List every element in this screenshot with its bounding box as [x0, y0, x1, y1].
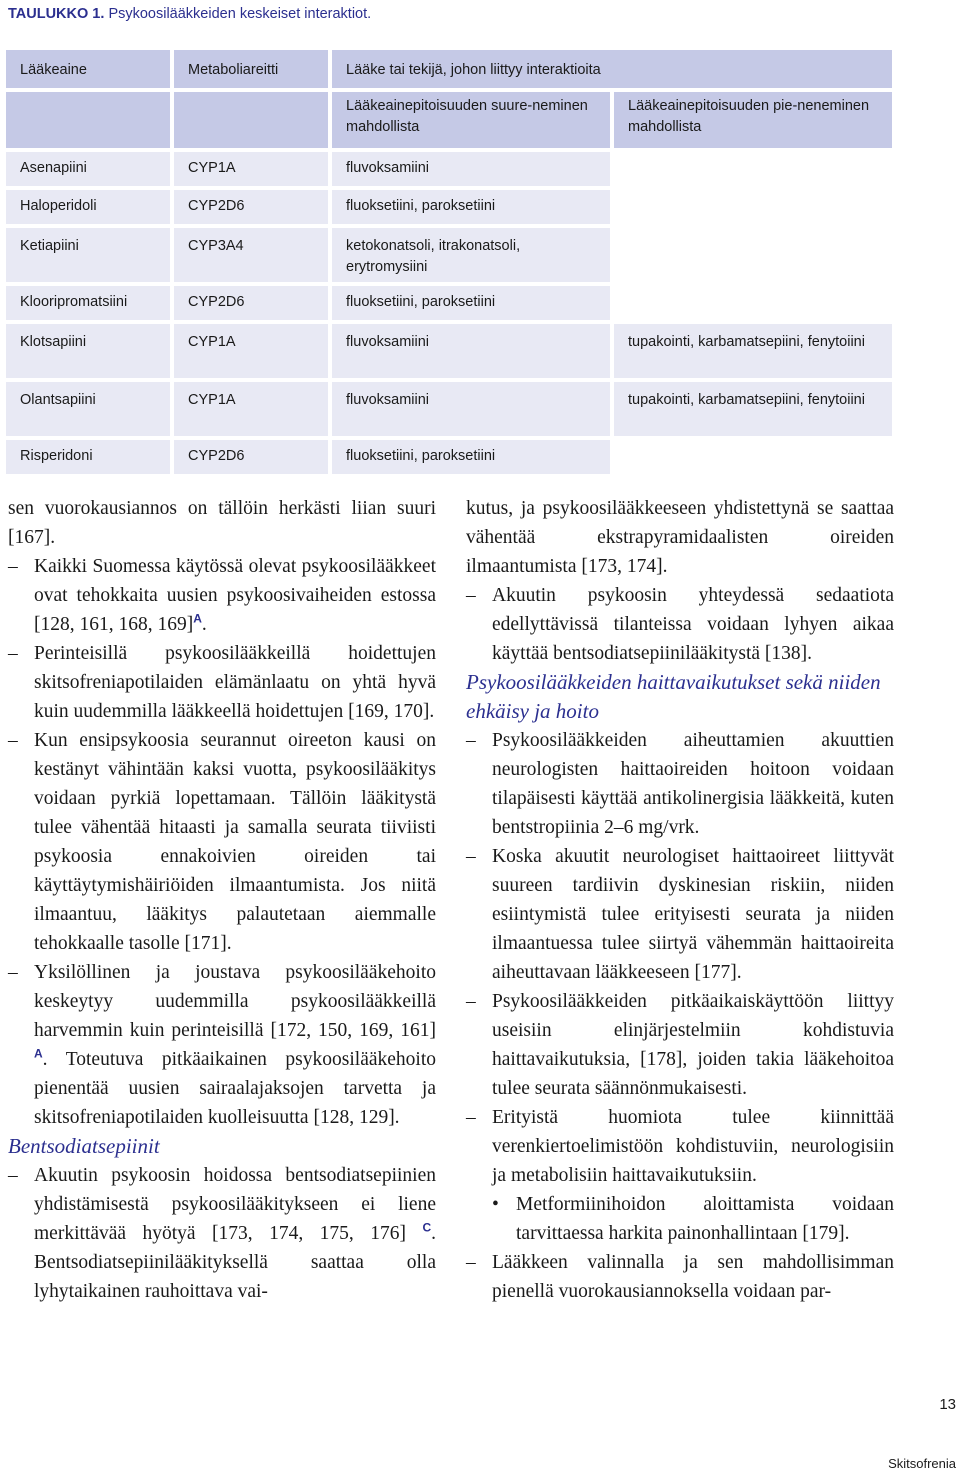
header-factor: Lääke tai tekijä, johon liittyy interaktioita	[328, 50, 892, 88]
list-item	[8, 958, 436, 1132]
list-item	[8, 639, 436, 726]
evidence-grade-badge: C	[422, 1220, 432, 1235]
header-increase: Lääkeainepitoisuuden suure-neminen mahdollista	[328, 92, 610, 148]
list-item	[8, 1161, 436, 1306]
list-item-text: Koska akuutit neurologiset haittaoireet liittyvät suureen tardiivin dyskinesian riskiin, niiden esiintymistä tulee erityisesti seurata ja niiden ilmaantuessa tulee siirtyä vähemmän haittaoireita aiheuttavaan lääkkeeseen [177].	[492, 846, 894, 983]
cell-decrease	[610, 228, 892, 282]
list-item	[8, 726, 436, 958]
section-heading: Bentsodiatsepiinit	[8, 1134, 160, 1158]
cell-drug: Asenapiini	[6, 152, 170, 186]
dash-marker: –	[466, 1107, 476, 1128]
cell-pathway: CYP3A4	[170, 228, 328, 282]
table-row	[6, 382, 892, 436]
list-item-text: Psykoosilääkkeiden pitkäaikaiskäyttöön liittyy useisiin elinjärjestelmiin kohdistuvia haittavaikutuksia, [178], joiden takia lääkehoitoa tulee seurata säännönmukaisesti.	[492, 991, 894, 1099]
cell-pathway: CYP1A	[170, 324, 328, 378]
cell-increase: fluvoksamiini	[328, 324, 610, 378]
cell-drug: Haloperidoli	[6, 190, 170, 224]
list-item	[466, 581, 894, 668]
bullet-item-text: Metformiinihoidon aloittamista voidaan tarvittaessa harkita painonhallintaan [179].	[516, 1194, 894, 1244]
footer-title: Skitsofrenia	[888, 1456, 956, 1471]
header-empty-2	[170, 92, 328, 148]
list-item-text: . Toteutuva pitkäaikainen psykoosilääkehoito pienentää uusien sairaalajaksojen tarvetta ja skitsofreniapotilaiden kuolleisuutta [128, 129].	[34, 1049, 436, 1128]
header-decrease: Lääkeainepitoisuuden pie-neneminen mahdollista	[610, 92, 892, 148]
table-row	[6, 228, 892, 282]
cell-decrease: tupakointi, karbamatsepiini, fenytoiini	[610, 382, 892, 436]
dash-marker: –	[8, 962, 18, 983]
dash-marker: –	[8, 730, 18, 751]
cell-pathway: CYP1A	[170, 152, 328, 186]
bullet-item	[466, 1190, 894, 1248]
cell-pathway: CYP1A	[170, 382, 328, 436]
cell-increase: fluoksetiini, paroksetiini	[328, 440, 610, 474]
list-item-text: Kun ensipsykoosia seurannut oireeton kausi on kestänyt vähintään kaksi vuotta, psykoosilääkitys voidaan pyrkiä lopettamaan. Tällöin lääkitystä tulee vähentää hitaasti ja samalla seurata tiiviisti psykoosia ennakoivien oireiden tai käyttäytymishäiriöiden ilmaantumista. Jos niitä ilmaantuu, lääkitys palautetaan aiemmalle tehokkaalle tasolle [171].	[34, 730, 436, 954]
list-item-text: Psykoosilääkkeiden aiheuttamien akuuttien neurologisten haittaoireiden hoitoon voidaan tilapäisesti käyttää antikolinergisia lääkkeitä, kuten bentstropiinia 2–6 mg/vrk.	[492, 730, 894, 838]
list-item-text: . Bentsodiatsepiinilääkityksellä saattaa olla lyhytaikainen rauhoittava vai-	[34, 1223, 436, 1302]
list-item-text: Lääkkeen valinnalla ja sen mahdollisimman pienellä vuorokausiannoksella voidaan par-	[492, 1252, 894, 1302]
bullet-marker: •	[492, 1194, 499, 1215]
cell-drug: Klotsapiini	[6, 324, 170, 378]
table-row	[6, 190, 892, 224]
dash-marker: –	[466, 585, 476, 606]
cell-decrease	[610, 152, 892, 186]
table-caption	[8, 6, 371, 22]
dash-marker: –	[8, 556, 18, 577]
list-item	[466, 1103, 894, 1190]
cell-pathway: CYP2D6	[170, 440, 328, 474]
table-row	[6, 286, 892, 320]
list-item-text: Yksilöllinen ja joustava psykoosilääkehoito keskeytyy uudemmilla psykoosilääkkeillä harvemmin kuin perinteisillä [172, 150, 169, 161]	[34, 962, 436, 1041]
evidence-grade-badge: A	[193, 611, 202, 626]
dash-marker: –	[466, 1252, 476, 1273]
header-pathway: Metaboliareitti	[170, 50, 328, 88]
cell-decrease	[610, 440, 892, 474]
cell-drug: Risperidoni	[6, 440, 170, 474]
section-heading: Psykoosilääkkeiden haittavaikutukset sekä niiden ehkäisy ja hoito	[466, 670, 881, 723]
cell-decrease	[610, 286, 892, 320]
cell-increase: fluoksetiini, paroksetiini	[328, 190, 610, 224]
table-caption-title: Psykoosilääkkeiden keskeiset interaktiot.	[108, 6, 372, 22]
table-caption-tag: TAULUKKO 1.	[8, 6, 105, 22]
cell-increase: ketokonatsoli, itrakonatsoli, erytromysiini	[328, 228, 610, 282]
paragraph: kutus, ja psykoosilääkkeeseen yhdistettynä se saattaa vähentää ekstrapyramidaalisten oireiden ilmaantumista [173, 174].	[466, 498, 894, 577]
cell-increase: fluoksetiini, paroksetiini	[328, 286, 610, 320]
evidence-grade-badge: A	[34, 1046, 43, 1061]
list-item	[466, 987, 894, 1103]
list-item: – Kaikki Suomessa käytössä olevat psykoosilääkkeet ovat tehokkaita uusien psykoosivaiheiden estossa [128, 161, 168, 169]$^A$.	[8, 552, 436, 639]
list-item-text: Kaikki Suomessa käytössä olevat psykoosilääkkeet ovat tehokkaita uusien psykoosivaiheiden estossa [128, 161, 168, 169]	[34, 556, 436, 635]
cell-decrease	[610, 190, 892, 224]
cell-drug: Ketiapiini	[6, 228, 170, 282]
header-empty-1	[6, 92, 170, 148]
table-header-row	[6, 50, 892, 88]
cell-drug: Olantsapiini	[6, 382, 170, 436]
left-column	[8, 494, 436, 1306]
paragraph: sen vuorokausiannos on tällöin herkästi liian suuri [167].	[8, 498, 436, 548]
table-row	[6, 324, 892, 378]
list-item	[466, 842, 894, 987]
list-item-text: Akuutin psykoosin yhteydessä sedaatiota edellyttävissä tilanteissa voidaan lyhyen aikaa käyttää bentsodiatsepiinilääkitystä [138].	[492, 585, 894, 664]
list-item-text: Perinteisillä psykoosilääkkeillä hoidettujen skitsofreniapotilaiden elämänlaatu on yhtä hyvä kuin uudemmilla lääkkeellä hoidettujen [169, 170].	[34, 643, 436, 722]
dash-marker: –	[466, 991, 476, 1012]
table-row	[6, 440, 892, 474]
dash-marker: –	[466, 730, 476, 751]
dash-marker: –	[8, 1165, 18, 1186]
dash-marker: –	[8, 643, 18, 664]
cell-increase: fluvoksamiini	[328, 382, 610, 436]
right-column	[466, 494, 894, 1306]
list-item-text: Akuutin psykoosin hoidossa bentsodiatsepiinien yhdistämisestä psykoosilääkitykseen ei liene merkittävää hyötyä [173, 174, 175, 176]	[34, 1165, 436, 1244]
cell-pathway: CYP2D6	[170, 190, 328, 224]
table-subheader-row	[6, 92, 892, 148]
page-number: 13	[939, 1396, 956, 1413]
cell-decrease: tupakointi, karbamatsepiini, fenytoiini	[610, 324, 892, 378]
list-item	[466, 726, 894, 842]
interaction-table	[6, 46, 892, 478]
dash-marker: –	[466, 846, 476, 867]
list-item-text: Erityistä huomiota tulee kiinnittää verenkiertoelimistöön kohdistuviin, neurologisiin ja metabolisiin haittavaikutuksiin.	[492, 1107, 894, 1186]
cell-increase: fluvoksamiini	[328, 152, 610, 186]
header-drug: Lääkeaine	[6, 50, 170, 88]
table-row	[6, 152, 892, 186]
cell-pathway: CYP2D6	[170, 286, 328, 320]
cell-drug: Klooripromatsiini	[6, 286, 170, 320]
list-item	[466, 1248, 894, 1306]
